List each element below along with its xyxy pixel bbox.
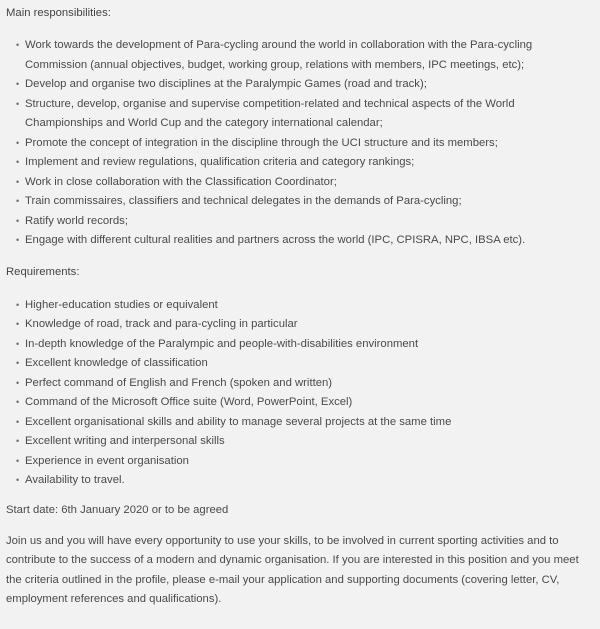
list-item: • Implement and review regulations, qualification criteria and category rankings; xyxy=(16,153,584,173)
list-item: • Develop and organise two disciplines at the Paralympic Games (road and track); xyxy=(16,75,584,95)
list-item: • Excellent writing and interpersonal skills xyxy=(16,432,584,452)
closing-paragraph: Join us and you will have every opportunity to use your skills, to be involved in current sporting activities and to contribute to the success of a modern and dynamic organisation. If you are interested in this position and you meet the criteria outlined in the profile, please e-mail your application and supporting documents (covering letter, CV, employment references and qualifications). xyxy=(6,534,579,605)
list-item: • Work in close collaboration with the Classification Coordinator; xyxy=(16,173,584,193)
list-item: • Perfect command of English and French (spoken and written) xyxy=(16,374,584,394)
list-item: • Work towards the development of Para-cycling around the world in collaboration with the Para-cycling Commission (annual objectives, budget, working group, relations with members, IPC meetings, etc); xyxy=(16,36,584,75)
list-item: • Train commissaires, classifiers and technical delegates in the demands of Para-cycling; xyxy=(16,192,584,212)
main-responsibilities-heading: Main responsibilities: xyxy=(6,7,111,19)
list-item: • Knowledge of road, track and para-cycling in particular xyxy=(16,315,584,335)
responsibilities-list xyxy=(6,36,584,251)
list-item: • Ratify world records; xyxy=(16,212,584,232)
list-item: • Excellent knowledge of classification xyxy=(16,354,584,374)
list-item: • Excellent organisational skills and ability to manage several projects at the same time xyxy=(16,413,584,433)
list-item: • Command of the Microsoft Office suite (Word, PowerPoint, Excel) xyxy=(16,393,584,413)
list-item: • Engage with different cultural realities and partners across the world (IPC, CPISRA, NPC, IBSA etc). xyxy=(16,231,584,251)
list-item: • Availability to travel. xyxy=(16,471,584,491)
list-item: • Promote the concept of integration in the discipline through the UCI structure and its members; xyxy=(16,134,584,154)
list-item: • Experience in event organisation xyxy=(16,452,584,472)
list-item: • Higher-education studies or equivalent xyxy=(16,296,584,316)
list-item: • Structure, develop, organise and supervise competition-related and technical aspects of the World Championships and World Cup and the category international calendar; xyxy=(16,95,584,134)
start-date: Start date: 6th January 2020 or to be agreed xyxy=(6,503,229,516)
list-item: • In-depth knowledge of the Paralympic and people-with-disabilities environment xyxy=(16,335,584,355)
requirements-list xyxy=(6,296,584,491)
requirements-heading: Requirements: xyxy=(6,265,80,278)
